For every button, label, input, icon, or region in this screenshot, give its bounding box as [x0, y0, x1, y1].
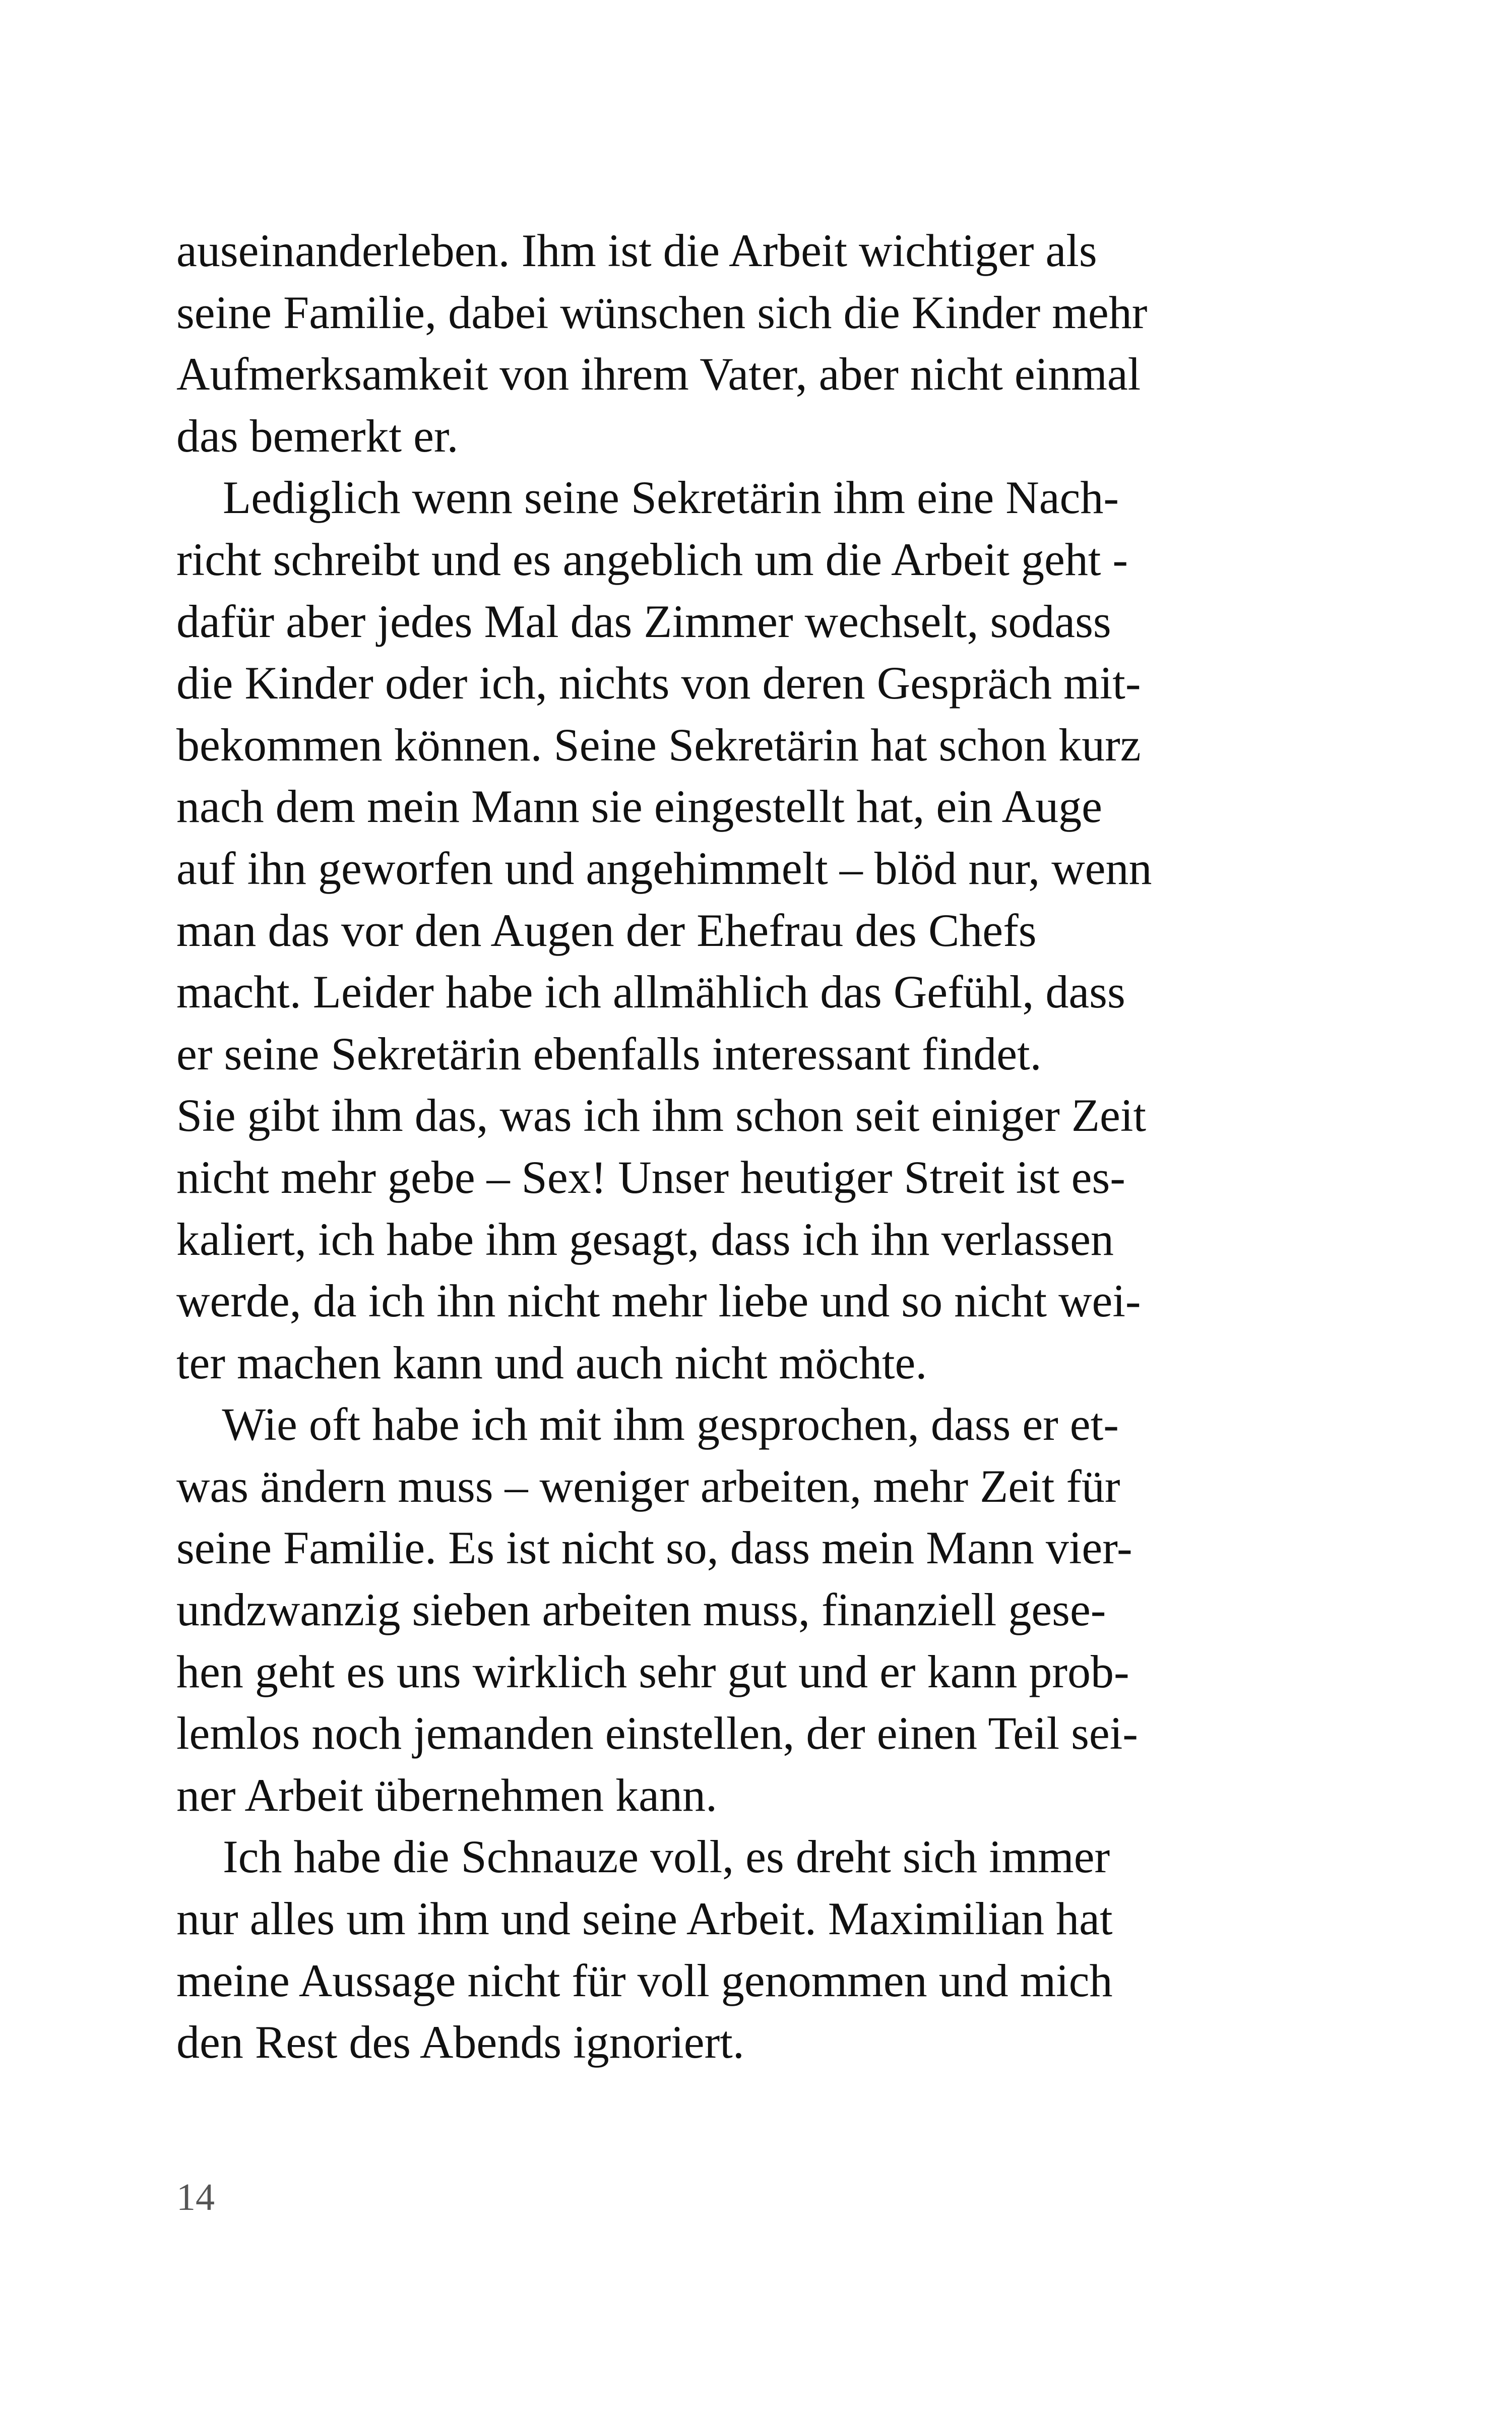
text-line: bekommen können. Seine Sekretärin hat schon kurz	[176, 719, 1141, 771]
text-line: seine Familie. Es ist nicht so, dass mein Mann vier-	[176, 1522, 1132, 1574]
text-line: werde, da ich ihn nicht mehr liebe und so nicht wei-	[176, 1275, 1141, 1327]
text-line: richt schreibt und es angeblich um die Arbeit geht -	[176, 533, 1128, 585]
text-line: auf ihn geworfen und angehimmelt – blöd nur, wenn	[176, 842, 1152, 894]
text-line: nicht mehr gebe – Sex! Unser heutiger Streit ist es-	[176, 1151, 1125, 1203]
text-line: Lediglich wenn seine Sekretärin ihm eine Nach-	[176, 472, 1119, 524]
text-line: nach dem mein Mann sie eingestellt hat, ein Auge	[176, 781, 1102, 833]
page-number: 14	[176, 2176, 215, 2218]
text-line: macht. Leider habe ich allmählich das Gefühl, dass	[176, 966, 1125, 1018]
text-line: kaliert, ich habe ihm gesagt, dass ich ihn verlassen	[176, 1213, 1114, 1265]
text-line: er seine Sekretärin ebenfalls interessant findet.	[176, 1028, 1042, 1079]
text-line: Ich habe die Schnauze voll, es dreht sich immer	[176, 1831, 1110, 1883]
text-line: das bemerkt er.	[176, 410, 459, 462]
text-line: Wie oft habe ich mit ihm gesprochen, dass er et-	[176, 1398, 1119, 1450]
text-line: die Kinder oder ich, nichts von deren Gespräch mit-	[176, 657, 1141, 709]
text-line: nur alles um ihm und seine Arbeit. Maximilian hat	[176, 1893, 1113, 1945]
text-line: undzwanzig sieben arbeiten muss, finanziell gese-	[176, 1584, 1106, 1636]
text-line: Aufmerksamkeit von ihrem Vater, aber nicht einmal	[176, 348, 1141, 400]
text-line: auseinanderleben. Ihm ist die Arbeit wichtiger als	[176, 225, 1097, 276]
text-line: was ändern muss – weniger arbeiten, mehr Zeit für	[176, 1460, 1120, 1512]
text-line: meine Aussage nicht für voll genommen und mich	[176, 1954, 1113, 2006]
text-line: man das vor den Augen der Ehefrau des Chefs	[176, 904, 1037, 956]
body-text	[176, 220, 1152, 2073]
text-line: den Rest des Abends ignoriert.	[176, 2016, 744, 2068]
text-line: hen geht es uns wirklich sehr gut und er kann prob-	[176, 1645, 1129, 1697]
text-line: Sie gibt ihm das, was ich ihm schon seit einiger Zeit	[176, 1090, 1147, 1141]
text-line: seine Familie, dabei wünschen sich die Kinder mehr	[176, 286, 1148, 338]
text-line: dafür aber jedes Mal das Zimmer wechselt, sodass	[176, 595, 1111, 647]
text-line: lemlos noch jemanden einstellen, der einen Teil sei-	[176, 1707, 1138, 1759]
text-line: ter machen kann und auch nicht möchte.	[176, 1337, 927, 1388]
text-line: ner Arbeit übernehmen kann.	[176, 1769, 717, 1821]
